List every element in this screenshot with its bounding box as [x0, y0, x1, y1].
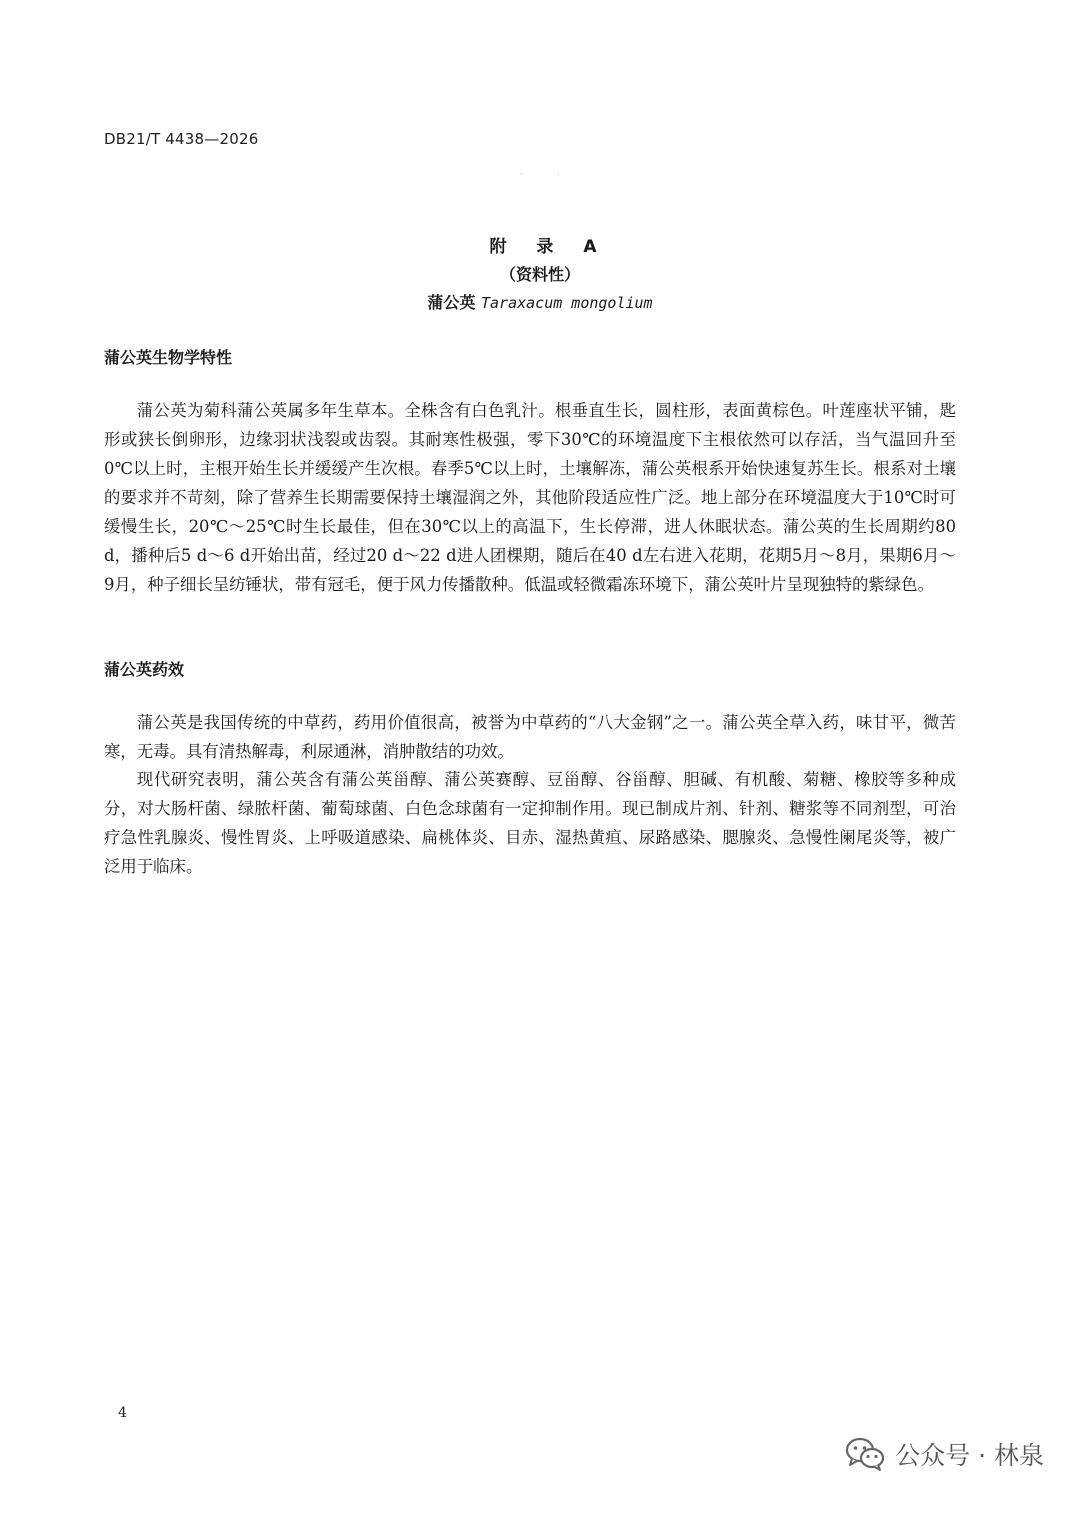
annex-plant-name — [0, 290, 1080, 313]
wechat-icon — [845, 1437, 885, 1471]
plant-name-cn: 蒲公英 — [427, 293, 476, 312]
paragraph-efficacy-1: 蒲公英是我国传统的中草药，药用价值很高，被誉为中草药的“八大金钢”之一。蒲公英全草入药，味甘平，微苦寒，无毒。具有清热解毒，利尿通淋，消肿散结的功效。 — [104, 713, 956, 761]
page-number: 4 — [118, 1405, 127, 1421]
standard-code: DB21/T 4438—2026 — [104, 130, 259, 148]
paragraph-biology: 蒲公英为菊科蒲公英属多年生草本。全株含有白色乳汁。根垂直生长，圆柱形，表面黄棕色。叶莲座状平铺，匙形或狭长倒卵形，边缘羽状浅裂或齿裂。其耐寒性极强，零下30℃的环境温度下主根依然可以存活，当气温回升至0℃以上时，主根开始生长并缓缓产生次根。春季5℃以上时，土壤解冻，蒲公英根系开始快速复苏生长。根系对土壤的要求并不苛刻，除了营养生长期需要保持土壤湿润之外，其他阶段适应性广泛。地上部分在环境温度大于10℃时可缓慢生长，20℃～25℃时生长最佳，但在30℃以上的高温下，生长停滞，进人休眠状态。蒲公英的生长周期约80 d，播种后5 d～6 d开始出苗，经过20 d～22 d进人团棵期，随后在40 d左右进入花期，花期5月～8月，果期6月～9月，种子细长呈纺锤状，带有冠毛，便于风力传播散种。低温或轻微霜冻环境下，蒲公英叶片呈现独特的紫绿色。 — [104, 401, 956, 594]
center-dots: · · — [520, 170, 576, 179]
watermark-text: 公众号 · 林泉 — [895, 1441, 1044, 1470]
paragraph-efficacy-2: 现代研究表明，蒲公英含有蒲公英甾醇、蒲公英赛醇、豆甾醇、谷甾醇、胆碱、有机酸、菊糖、橡胶等多种成分，对大肠杆菌、绿脓杆菌、葡萄球菌、白色念球菌有一定抑制作用。现已制成片剂、针剂、糖浆等不同剂型，可治疗急性乳腺炎、慢性胃炎、上呼吸道感染、扁桃体炎、目赤、湿热黄疸、尿路感染、腮腺炎、急慢性阑尾炎等，被广泛用于临床。 — [104, 770, 956, 876]
annex-title: 附 录 A — [489, 237, 609, 257]
section-heading-efficacy: 蒲公英药效 — [104, 660, 185, 679]
watermark — [845, 1436, 1044, 1472]
plant-name-latin: Taraxacum mongolium — [481, 294, 653, 312]
annex-nature: （资料性） — [499, 265, 580, 284]
section-heading-biology: 蒲公英生物学特性 — [104, 348, 233, 367]
